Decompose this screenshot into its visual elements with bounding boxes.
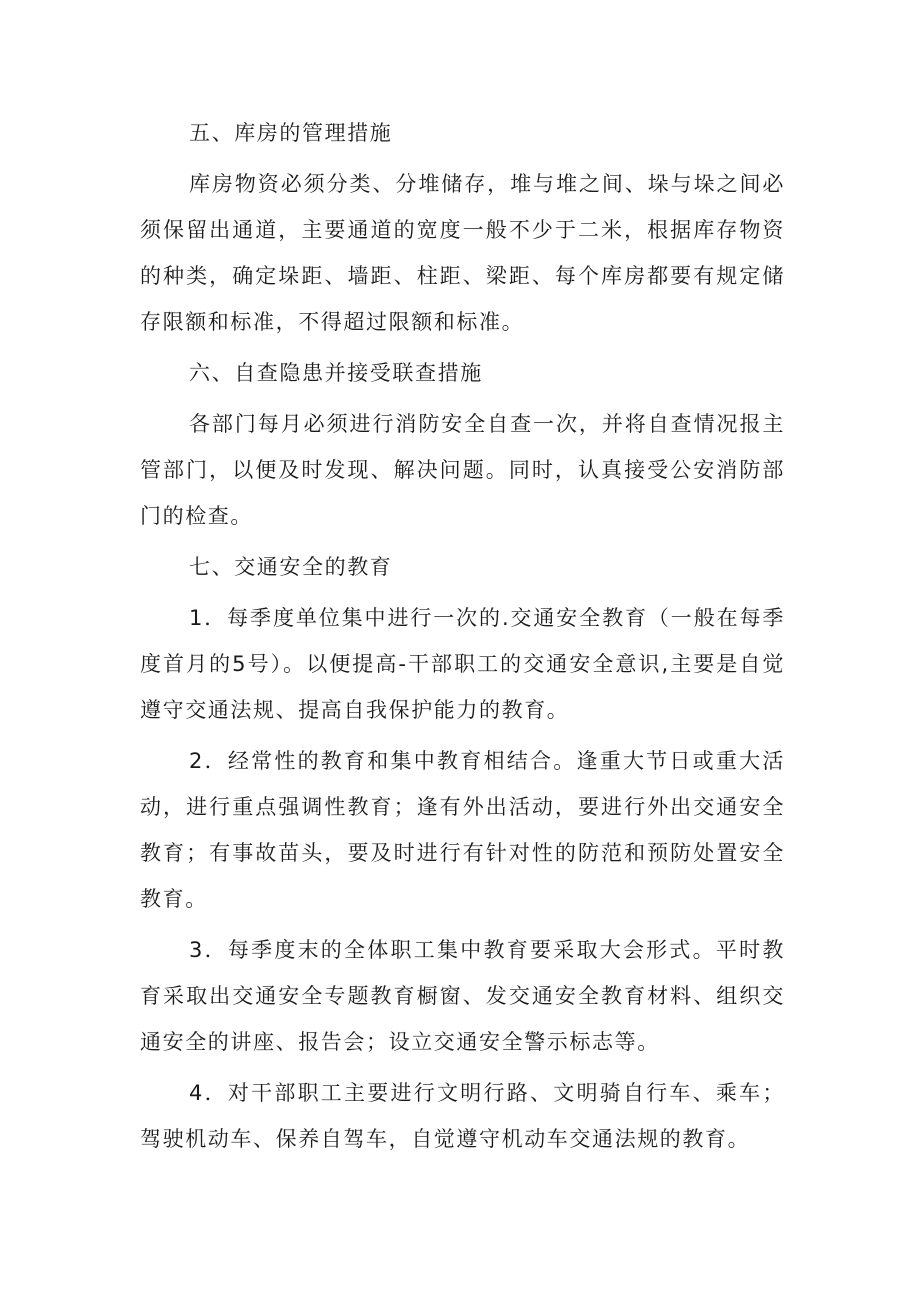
- section-heading: 七、交通安全的教育: [189, 555, 393, 579]
- list-item: 1．每季度单位集中进行一次的.交通安全教育（一般在每季度首月的5号）。以便提高-干部职工的交通安全意识,主要是自觉遵守交通法规、提高自我保护能力的教育。: [140, 606, 785, 722]
- section-heading: 六、自查隐患并接受联查措施: [189, 361, 483, 385]
- list-item: 3．每季度末的全体职工集中教育要采取大会形式。平时教育采取出交通安全专题教育橱窗、发交通安全教育材料、组织交通安全的讲座、报告会；设立交通安全警示标志等。: [140, 938, 785, 1054]
- section-heading: 五、库房的管理措施: [189, 121, 393, 145]
- section-paragraph: 各部门每月必须进行消防安全自查一次，并将自查情况报主管部门，以便及时发现、解决问题。同时，认真接受公安消防部门的检查。: [140, 412, 785, 528]
- list-item: 4．对干部职工主要进行文明行路、文明骑自行车、乘车；驾驶机动车、保养自驾车，自觉遵守机动车交通法规的教育。: [140, 1081, 785, 1151]
- document-body: [140, 110, 785, 1167]
- list-item: 2．经常性的教育和集中教育相结合。逢重大节日或重大活动，进行重点强调性教育；逢有外出活动，要进行外出交通安全教育；有事故苗头，要及时进行有针对性的防范和预防处置安全教育。: [140, 749, 785, 911]
- section-paragraph: 库房物资必须分类、分堆储存，堆与堆之间、垛与垛之间必须保留出通道，主要通道的宽度一般不少于二米，根据库存物资的种类，确定垛距、墙距、柱距、梁距、每个库房都要有规定储存限额和标准，不得超过限额和标准。: [140, 172, 785, 334]
